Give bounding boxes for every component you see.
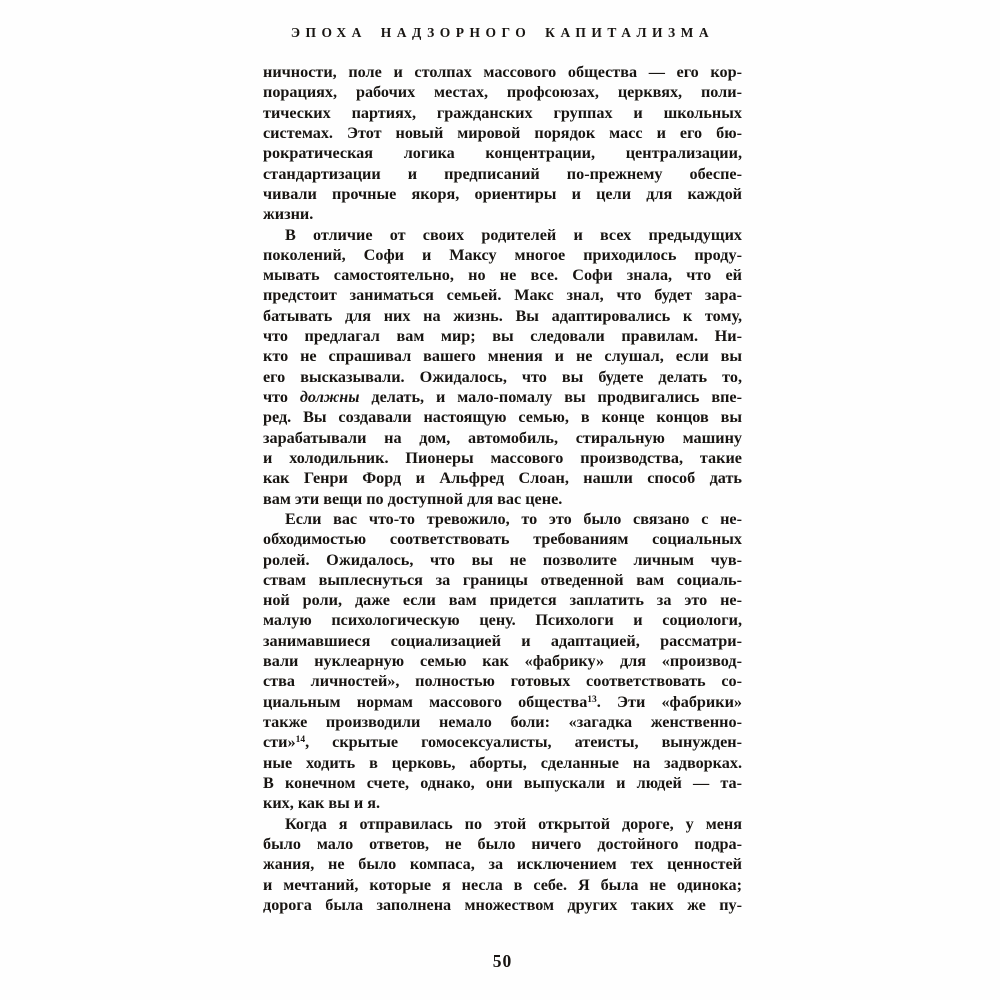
- text-line: [263, 306, 742, 326]
- text-segment: батывать для них на жизнь. Вы адаптировались к тому,: [263, 306, 742, 325]
- text-segment: стандартизации и предписаний по-прежнему обеспе-: [263, 164, 742, 183]
- text-segment: малую психологическую цену. Психологи и социологи,: [263, 611, 742, 630]
- text-line: [263, 387, 742, 407]
- text-segment: сти»: [263, 733, 296, 752]
- text-segment: В конечном счете, однако, они выпускали и людей — та-: [263, 773, 742, 792]
- text-segment: вам эти вещи по доступной для вас цене.: [263, 489, 563, 508]
- text-segment: . Эти «фабрики»: [596, 692, 742, 711]
- text-line: [263, 143, 742, 163]
- text-segment: ролей. Ожидалось, что вы не позволите личным чув-: [263, 550, 742, 569]
- text-line: [263, 773, 742, 793]
- text-segment: циальным нормам массового общества: [263, 692, 588, 711]
- text-segment: обходимостью соответствовать требованиям социальных: [263, 530, 742, 549]
- text-line: [263, 895, 742, 915]
- text-line: [263, 793, 742, 813]
- text-segment: было мало ответов, не было ничего достойного подра-: [263, 834, 742, 853]
- text-line: [263, 82, 742, 102]
- text-line: [263, 509, 742, 529]
- text-line: [263, 265, 742, 285]
- text-segment: делать, и мало-помалу вы продвигались впе-: [359, 388, 742, 406]
- text-segment: вали нуклеарную семью как «фабрику» для «производ-: [263, 652, 742, 671]
- text-line: [263, 103, 742, 123]
- text-segment: его высказывали. Ожидалось, что вы будете делать то,: [263, 367, 742, 386]
- text-segment: кто не спрашивал вашего мнения и не слушал, если вы: [263, 347, 742, 366]
- text-line: [263, 428, 742, 448]
- text-segment: ких, как вы и я.: [263, 794, 380, 813]
- text-line: [263, 225, 742, 245]
- text-line: [263, 550, 742, 570]
- text-segment: ствам выплеснуться за границы отведенной вам социаль-: [263, 570, 742, 589]
- text-segment: ничности, поле и столпах массового общества — его кор-: [263, 63, 742, 81]
- text-segment: как Генри Форд и Альфред Слоан, нашли способ дать: [263, 469, 742, 488]
- text-line: [263, 346, 742, 366]
- text-line: [263, 285, 742, 305]
- text-segment: Если вас что-то тревожило, то это было связано с не-: [285, 509, 742, 528]
- text-segment: и мечтаний, которые я несла в себе. Я была не одинока;: [263, 875, 742, 894]
- text-segment: системах. Этот новый мировой порядок масс и его бю-: [263, 123, 742, 142]
- text-segment: ред. Вы создавали настоящую семью, в конце концов вы: [263, 408, 742, 427]
- italic-text: должны: [299, 388, 360, 406]
- text-line: [263, 692, 742, 712]
- text-line: [263, 164, 742, 184]
- text-line: [263, 631, 742, 651]
- text-line: [263, 875, 742, 895]
- text-segment: жания, не было компаса, за исключением тех ценностей: [263, 855, 742, 874]
- footnote-ref: 13: [587, 694, 597, 705]
- text-line: [263, 732, 742, 752]
- text-segment: предстоит заниматься семьей. Макс знал, что будет зара-: [263, 286, 742, 305]
- text-line: [263, 712, 742, 732]
- text-line: [263, 62, 742, 82]
- text-segment: Когда я отправилась по этой открытой дороге, у меня: [285, 814, 742, 833]
- text-segment: дорога была заполнена множеством других таких же пу-: [263, 895, 742, 914]
- text-line: [263, 610, 742, 630]
- text-segment: ства личностей», полностью готовых соответствовать со-: [263, 672, 742, 691]
- body-text: [263, 62, 742, 915]
- page-number: 50: [492, 951, 513, 971]
- text-line: [263, 814, 742, 834]
- footnote-ref: 14: [295, 735, 306, 746]
- text-segment: чивали прочные якоря, ориентиры и цели для каждой: [263, 184, 742, 203]
- text-line: [263, 184, 742, 204]
- text-segment: также производили немало боли: «загадка женственно-: [263, 713, 742, 731]
- text-segment: и холодильник. Пионеры массового производства, такие: [263, 448, 742, 467]
- text-line: [263, 245, 742, 265]
- text-line: [263, 590, 742, 610]
- text-segment: мывать самостоятельно, но не все. Софи знала, что ей: [263, 266, 742, 285]
- text-line: [263, 753, 742, 773]
- text-line: [263, 529, 742, 549]
- text-segment: жизни.: [263, 205, 314, 224]
- text-line: [263, 123, 742, 143]
- text-line: [263, 834, 742, 854]
- text-line: [263, 489, 742, 509]
- text-segment: В отличие от своих родителей и всех предыдущих: [285, 225, 742, 244]
- text-line: [263, 326, 742, 346]
- text-segment: рократическая логика концентрации, централизации,: [263, 144, 742, 163]
- text-line: [263, 671, 742, 691]
- text-line: [263, 448, 742, 468]
- text-segment: поколений, Софи и Максу многое приходилось проду-: [263, 245, 742, 264]
- text-segment: что предлагал вам мир; вы следовали правилам. Ни-: [263, 327, 742, 346]
- text-line: [263, 407, 742, 427]
- text-line: [263, 468, 742, 488]
- text-segment: ной роли, даже если вам придется заплатить за это не-: [263, 591, 742, 610]
- text-segment: , скрытые гомосексуалисты, атеисты, вынужден-: [305, 733, 742, 752]
- text-segment: ные ходить в церковь, аборты, сделанные на задворках.: [263, 753, 742, 772]
- text-line: [263, 204, 742, 224]
- text-segment: что: [263, 388, 300, 406]
- text-segment: занимавшиеся социализацией и адаптацией, рассматри-: [263, 631, 742, 650]
- text-line: [263, 367, 742, 387]
- text-segment: тических партиях, гражданских группах и школьных: [263, 103, 742, 122]
- text-line: [263, 854, 742, 874]
- running-header: ЭПОХА НАДЗОРНОГО КАПИТАЛИЗМА: [290, 25, 715, 40]
- text-segment: порациях, рабочих местах, профсоюзах, церквях, поли-: [263, 83, 742, 102]
- text-line: [263, 570, 742, 590]
- text-line: [263, 651, 742, 671]
- text-segment: зарабатывали на дом, автомобиль, стиральную машину: [263, 428, 742, 447]
